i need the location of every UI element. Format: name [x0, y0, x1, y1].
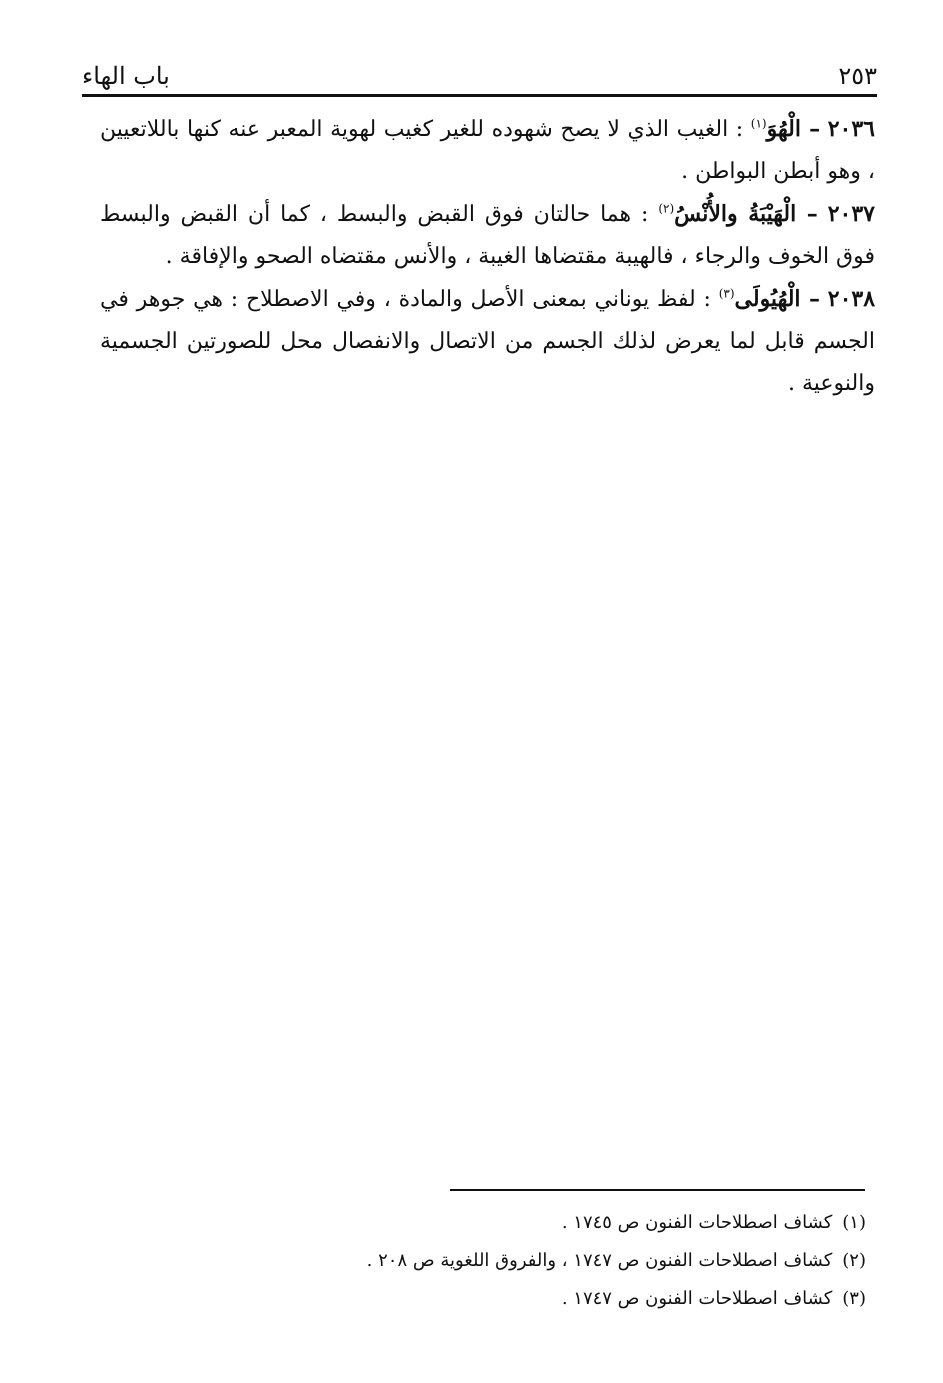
page-number: ٢٥٣ — [838, 62, 877, 90]
footnote-text: كشاف اصطلاحات الفنون ص ١٧٤٧ . — [561, 1288, 833, 1309]
entry-term: الْهُوَ — [766, 116, 801, 142]
entry-definition: : لفظ يوناني بمعنى الأصل والمادة ، وفي الاصطلاح : هي جوهر في الجسم قابل لما يعرض لذلك الجسم من الاتصال والانفصال محل للصورتين الجسمية والنوعية . — [100, 287, 875, 396]
footnote-text: كشاف اصطلاحات الفنون ص ١٧٤٥ . — [561, 1212, 833, 1233]
entry-number: ٢٠٣٦ — [827, 116, 875, 142]
footnote-text: كشاف اصطلاحات الفنون ص ١٧٤٧ ، والفروق اللغوية ص ٢٠٨ . — [366, 1250, 833, 1271]
footnote-reference: (٣) — [718, 286, 735, 301]
header-rule — [82, 94, 877, 97]
footnote-rule — [450, 1189, 865, 1191]
footnote-3 — [300, 1280, 866, 1318]
footnotes — [300, 1204, 866, 1318]
entry-term: الْهَيْبَةُ والأُنْسُ — [674, 201, 797, 227]
entry-definition: : الغيب الذي لا يصح شهوده للغير كغيب لهوية المعبر عنه كنها باللاتعيين ، وهو أبطن البواطن . — [100, 117, 875, 184]
entry-2037: ٢٠٣٧ – الْهَيْبَةُ والأُنْسُ$^{(٢)}$ : هما حالتان فوق القبض والبسط ، كما أن القبض والبسط فوق الخوف والرجاء ، فالهيبة مقتضاها الغيبة ، والأنس مقتضاه الصحو والإفاقة . — [100, 201, 875, 269]
footnote-mark: (٣) — [842, 1288, 866, 1309]
footnote-mark: (٢) — [842, 1250, 866, 1271]
running-header — [82, 52, 877, 92]
entry-number: ٢٠٣٨ — [827, 286, 876, 312]
entry-number: ٢٠٣٧ — [827, 201, 875, 227]
footnote-2 — [300, 1242, 866, 1280]
entry-2038: ٢٠٣٨ – الْهُيُولَى$^{(٣)}$ : لفظ يوناني بمعنى الأصل والمادة ، وفي الاصطلاح : هي جوهر في الجسم قابل لما يعرض لذلك الجسم من الاتصال والانفصال محل للصورتين الجسمية والنوعية . — [100, 286, 876, 396]
main-text — [100, 108, 875, 405]
entry-2036: ٢٠٣٦ – الْهُوَ$^{(١)}$ : الغيب الذي لا يصح شهوده للغير كغيب لهوية المعبر عنه كنها باللاتعيين ، وهو أبطن البواطن . — [100, 116, 875, 184]
entry-definition: : هما حالتان فوق القبض والبسط ، كما أن القبض والبسط فوق الخوف والرجاء ، فالهيبة مقتضاها الغيبة ، والأنس مقتضاه الصحو والإفاقة . — [100, 202, 875, 269]
footnote-reference: (٢) — [658, 201, 675, 216]
entry-term: الْهُيُولَى — [734, 286, 801, 312]
chapter-title: باب الهاء — [82, 62, 170, 90]
footnote-reference: (١) — [750, 116, 767, 131]
footnote-1 — [300, 1204, 866, 1242]
footnote-mark: (١) — [842, 1212, 866, 1233]
